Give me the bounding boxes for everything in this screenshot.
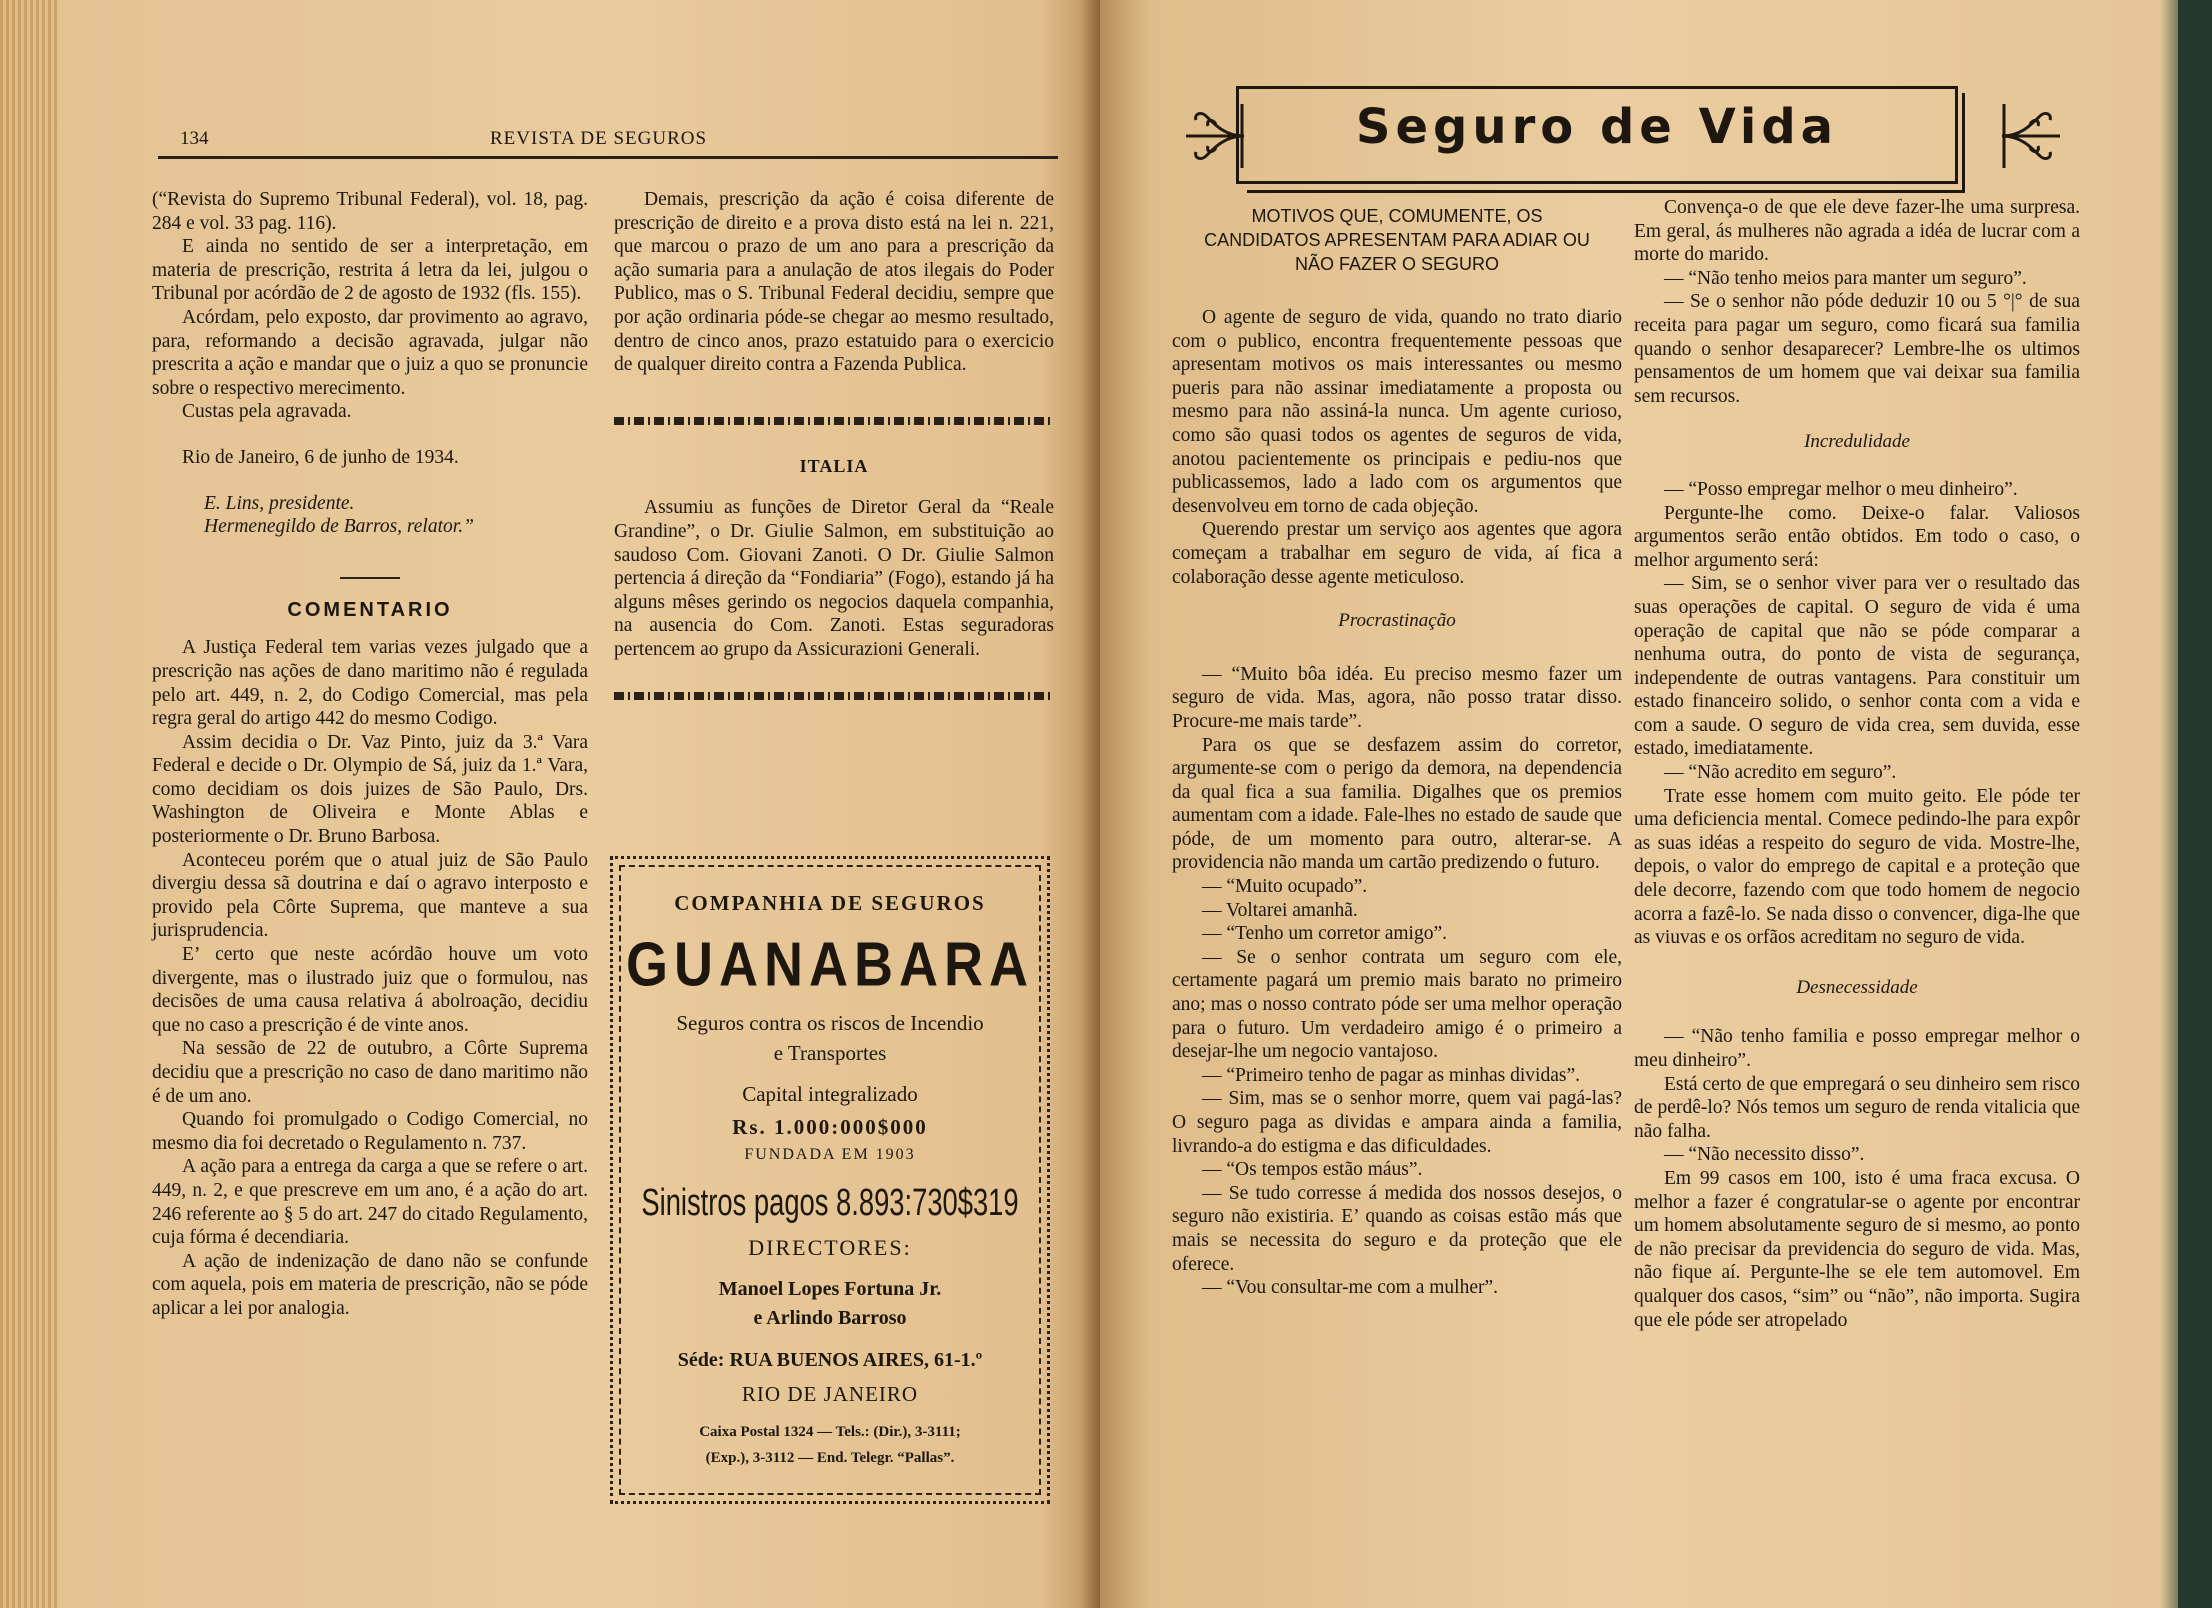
- paragraph: E’ certo que neste acórdão houve um voto divergente, mas o ilustrado juiz que o formulou, nas decisões de uma causa relativa á abolroação, decidiu que no caso a prescrição é de vinte anos.: [152, 944, 588, 1036]
- paragraph: Convença-o de que ele deve fazer-lhe uma surpresa. Em geral, ás mulheres não agrada a idéa de lucrar com a morte do marido.: [1634, 197, 2080, 266]
- left-column-2: [614, 188, 1054, 700]
- ad-name: GUANABARA: [626, 930, 1034, 1000]
- article-heading: MOTIVOS QUE, COMUMENTE, OS CANDIDATOS APRESENTAM PARA ADIAR OU NÃO FAZER O SEGURO: [1204, 206, 1590, 274]
- paragraph: Para os que se desfazem assim do corretor, argumente-se com o perigo da demora, na dependencia da qual fica a sua familia. Digalhes que os premios aumentam com a idade. Fale-lhes no estado de saude que póde, de um momento para outro, alterar-se. A providencia não manda um cartão predizendo o futuro.: [1172, 734, 1622, 874]
- signature-relator: Hermenegildo de Barros, relator.”: [204, 516, 474, 538]
- ad-line2: e Transportes: [773, 1041, 887, 1065]
- paragraph: — “Os tempos estão máus”.: [1202, 1159, 1423, 1181]
- running-head: REVISTA DE SEGUROS: [490, 128, 708, 149]
- book-cover-edge: [2178, 0, 2212, 1608]
- paragraph: Na sessão de 22 de outubro, a Côrte Suprema decidiu que a prescrição no caso de dano maritimo não é de um ano.: [152, 1038, 588, 1107]
- right-column-2: [1634, 196, 2080, 1332]
- ad-city: RIO DE JANEIRO: [741, 1382, 919, 1406]
- ad-director-1: Manoel Lopes Fortuna Jr.: [718, 1278, 942, 1300]
- dashed-rule: [614, 692, 1054, 700]
- paragraph: Em 99 casos em 100, isto é uma fraca excusa. O melhor a fazer é congratular-se o agente por encontrar um homem absolutamente seguro de si mesmo, ao ponto de não precisar da previdencia do seguro de vida. Mas, não fique aí. Pergunte-lhe se ele tem automovel. Em qualquer dos casos, “sim” ou “não”, não importa. Sugira que ele póde ser atropelado: [1634, 1167, 2080, 1331]
- paragraph: — “Primeiro tenho de pagar as minhas dividas”.: [1202, 1064, 1580, 1086]
- date-line: Rio de Janeiro, 6 de junho de 1934.: [182, 446, 459, 468]
- paragraph: Custas pela agravada.: [182, 401, 352, 423]
- ad-directors-label: DIRECTORES:: [748, 1235, 912, 1260]
- paragraph: Trate esse homem com muito geito. Ele póde ter uma deficiencia mental. Comece pedindo-lhe para expôr as suas idéas a respeito do seguro de vida. Mostre-lhe, depois, o valor do emprego de capital e a proteção que dele decorre, fazendo com que todo homem de negocio acorra a fazê-lo. Se nada disso o convencer, diga-lhe que as viuvas e os orfãos acreditam no seguro de vida.: [1634, 785, 2080, 949]
- ad-contact-1: Caixa Postal 1324 — Tels.: (Dir.), 3-3111;: [699, 1424, 961, 1440]
- ad-founded: FUNDADA EM 1903: [744, 1146, 916, 1163]
- signature-president: E. Lins, presidente.: [204, 492, 355, 514]
- paragraph: — “Vou consultar-me com a mulher”.: [1202, 1277, 1498, 1299]
- paragraph: O agente de seguro de vida, quando no trato diario com o publico, encontra frequentemente pessoas que apresentam motivos os mais interessantes ou mesmo pueris para não assinar imediatamente a proposta ou mesmo para não assiná-la nunca. Um agente curioso, como são quasi todos os agentes de seguros de vida, anotou pacientemente os principais e pediu-nos que publicassemos, lado a lado com os argumentos que desenvolveu em torno de cada objeção.: [1172, 307, 1622, 517]
- paragraph: Acórdam, pelo exposto, dar provimento ao agravo, para, reformando a decisão agravada, julgar não prescrita a ação e mandar que o juiz a quo se pronuncie sobre o respectivo merecimento.: [152, 306, 588, 399]
- paragraph: — Sim, mas se o senhor morre, quem vai pagá-las? O seguro paga as dividas e ampara ainda a familia, livrando-a do estigma e das dificuldades.: [1172, 1088, 1622, 1157]
- paragraph: — Voltarei amanhã.: [1202, 899, 1358, 921]
- ad-inner-frame: [619, 865, 1041, 1495]
- paragraph: Quando foi promulgado o Codigo Comercial, no mesmo dia foi decretado o Regulamento n. 737.: [152, 1109, 588, 1154]
- paragraph: — Se tudo corresse á medida dos nossos desejos, o seguro não existiria. E’ quando as coisas estão más que mais se necessita do seguro e da proteção que ele oferece.: [1172, 1182, 1622, 1275]
- right-column-1: [1172, 204, 1622, 1300]
- page-number: 134: [180, 128, 209, 149]
- paragraph: Demais, prescrição da ação é coisa diferente de prescrição de direito e a prova disto está na lei n. 221, que marcou o prazo de um ano para a prescrição da ação sumaria para a anulação de atos ilegais do Poder Publico, mas o S. Tribunal Federal decidiu, sempre que por ação ordinaria póde-se chegar ao mesmo resultado, dentro de cinco anos, prazo estatuido para o exercicio de qualquer direito contra a Fazenda Publica.: [614, 189, 1054, 376]
- ad-company: COMPANHIA DE SEGUROS: [674, 891, 986, 915]
- paragraph: A ação de indenização de dano não se confunde com aquela, pois em materia de prescrição, não se póde aplicar a lei por analogia.: [152, 1250, 588, 1319]
- subheading-procrastinacao: Procrastinação: [1338, 610, 1456, 632]
- paragraph: — Se o senhor não póde deduzir 10 ou 5 °|° de sua receita para pagar um seguro, como ficará sua familia quando o senhor desaparecer? Lembre-lhe os ultimos pensamentos de um homem que vai deixar sua familia sem recursos.: [1634, 291, 2080, 407]
- short-rule: [340, 577, 400, 579]
- paragraph: A ação para a entrega da carga a que se refere o art. 449, n. 2, e que prescreve em um ano, é a ação do art. 246 referente ao § 5 do art. 247 do citado Regulamento, cuja fórma é decendiaria.: [152, 1156, 588, 1249]
- page-edges: [0, 0, 58, 1608]
- paragraph: A Justiça Federal tem varias vezes julgado que a prescrição nas ações de dano maritimo não é regulada pelo art. 449, n. 2, do Codigo Comercial, mas pela regra geral do artigo 442 do mesmo Codigo.: [152, 637, 588, 730]
- paragraph: Querendo prestar um serviço aos agentes que agora começam a trabalhar em seguro de vida, aí fica a colaboração desse agente meticuloso.: [1172, 519, 1622, 588]
- banner-title: Seguro de Vida: [1355, 99, 1839, 155]
- paragraph: — “Posso empregar melhor o meu dinheiro”.: [1664, 478, 2018, 500]
- ad-contact-2: (Exp.), 3-3112 — End. Telegr. “Pallas”.: [705, 1450, 955, 1466]
- ad-capital-label: Capital integralizado: [742, 1082, 918, 1106]
- paragraph: (“Revista do Supremo Tribunal Federal), vol. 18, pag. 284 e vol. 33 pag. 116).: [152, 189, 588, 234]
- paragraph: E ainda no sentido de ser a interpretação, em materia de prescrição, restrita á letra da lei, julgou o Tribunal por acórdão de 2 de agosto de 1932 (fls. 155).: [152, 236, 588, 305]
- paragraph: — “Não necessito disso”.: [1664, 1144, 1865, 1166]
- ad-claims: Sinistros pagos 8.893:730$319: [641, 1182, 1019, 1224]
- paragraph: — “Muito ocupado”.: [1202, 876, 1368, 898]
- paragraph: Aconteceu porém que o atual juiz de São Paulo divergiu dessa sã doutrina e daí o agravo interposto e provido pela Côrte Suprema, que manteve a sua jurisprudencia.: [152, 849, 588, 942]
- header-rule: [158, 156, 1058, 159]
- paragraph: — “Não tenho familia e posso empregar melhor o meu dinheiro”.: [1634, 1026, 2080, 1071]
- left-page: [0, 0, 1100, 1608]
- title-banner: [1236, 86, 1958, 184]
- ad-director-2: e Arlindo Barroso: [753, 1307, 907, 1329]
- right-flourish-icon: [2000, 96, 2070, 176]
- paragraph: Pergunte-lhe como. Deixe-o falar. Valiosos argumentos serão então obtidos. Em todo o caso, o melhor argumento será:: [1634, 502, 2080, 571]
- paragraph: — Se o senhor contrata um seguro com ele, certamente pagará um premio mais barato no primeiro ano; mas o nosso contrato póde ser uma melhor operação para o futuro. Um verdadeiro amigo é o primeiro a desejar-lhe um negocio vantajoso.: [1172, 946, 1622, 1063]
- paragraph: — “Muito bôa idéa. Eu preciso mesmo fazer um seguro de vida. Mas, agora, não posso tratar disso. Procure-me mais tarde”.: [1172, 663, 1622, 732]
- paragraph: — “Não acredito em seguro”.: [1664, 762, 1897, 784]
- guanabara-advertisement: [610, 856, 1050, 1504]
- subheading-incredulidade: Incredulidade: [1804, 431, 1910, 453]
- ad-capital-value: Rs. 1.000:000$000: [732, 1115, 928, 1139]
- paragraph: Assumiu as funções de Diretor Geral da “Reale Grandine”, o Dr. Giulie Salmon, em substituição ao saudoso Com. Giovani Zanoti. O Dr. Giulie Salmon pertencia á direção da “Fondiaria” (Fogo), estando já ha alguns mêses gerindo os negocios daquela companhia, na ausencia do Com. Zanoti. Estas seguradoras pertencem ao grupo da Assicurazioni Generali.: [614, 497, 1054, 660]
- italia-title: ITALIA: [799, 455, 869, 476]
- dashed-rule: [614, 417, 1054, 425]
- paragraph: Assim decidia o Dr. Vaz Pinto, juiz da 3.ª Vara Federal e decide o Dr. Olympio de Sá, juiz da 1.ª Vara, como decidiam os dois juizes de São Paulo, Drs. Washington de Oliveira e Monte Ablas e posteriormente o Dr. Bruno Barbosa.: [152, 731, 588, 848]
- right-page: [1100, 0, 2212, 1608]
- paragraph: — “Tenho um corretor amigo”.: [1202, 923, 1448, 945]
- comentario-title: COMENTARIO: [287, 598, 453, 621]
- left-column-1: [152, 188, 588, 1321]
- paragraph: — “Não tenho meios para manter um seguro”.: [1664, 267, 2027, 289]
- ad-address: Séde: RUA BUENOS AIRES, 61-1.º: [677, 1349, 983, 1371]
- paragraph: — Sim, se o senhor viver para ver o resultado das suas operações de capital. O seguro de vida é uma operação de capital que não se póde comparar a nenhuma outra, do ponto de vista de segurança, independente de outras vantagens. Para constituir um estado financeiro solido, o senhor conta com a vida e com a saude. O seguro de vida crea, sem duvida, esse estado, imediatamente.: [1634, 573, 2080, 760]
- paragraph: Está certo de que empregará o seu dinheiro sem risco de perdê-lo? Nós temos um seguro de renda vitalicia que não falha.: [1634, 1073, 2080, 1142]
- ad-line1: Seguros contra os riscos de Incendio: [676, 1011, 984, 1035]
- subheading-desnecessidade: Desnecessidade: [1796, 976, 1918, 998]
